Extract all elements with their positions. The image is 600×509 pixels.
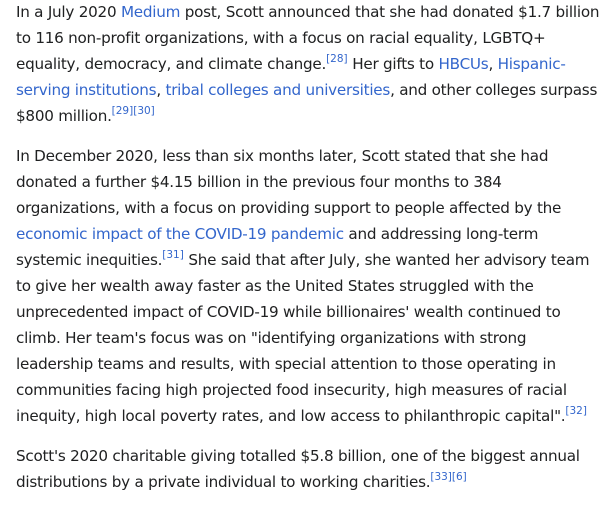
text-segment: ,	[156, 81, 166, 99]
text-segment: Scott's 2020 charitable giving totalled $5.8 billion, one of the biggest annual distributions by a private individual to working charities.	[16, 447, 580, 491]
citation-link-31[interactable]: [31]	[162, 248, 184, 261]
paragraph-july-2020	[16, 0, 600, 129]
citation-link-29[interactable]: [29]	[111, 104, 134, 117]
text-segment: post, Scott announced that she had donated $1.7 billion to 116 non-profit organizations, with a focus on racial equality, LGBTQ+ equality, democracy, and climate change.	[16, 3, 600, 73]
citation-29	[112, 105, 134, 117]
citation-link-32[interactable]: [32]	[565, 404, 587, 417]
citation-30	[133, 105, 155, 117]
text-segment: ,	[488, 55, 498, 73]
citation-33	[430, 471, 452, 483]
text-segment: In a July 2020	[16, 3, 121, 21]
citation-6	[452, 471, 467, 483]
text-segment: In December 2020, less than six months later, Scott stated that she had donated a further $4.15 billion in the previous four months to 384 organizations, with a focus on providing support to people affected by the	[16, 147, 562, 217]
link-hbcus[interactable]: HBCUs	[438, 55, 489, 73]
citation-link-28[interactable]: [28]	[326, 52, 348, 65]
link-hispanic-serving-institutions[interactable]: Hispanic-serving institutions	[16, 55, 566, 99]
citation-link-33[interactable]: [33]	[430, 470, 452, 483]
text-segment: , and other colleges surpass $800 million.	[16, 81, 598, 125]
citation-31	[162, 249, 184, 261]
text-segment: She said that after July, she wanted her advisory team to give her wealth away faster as the United States struggled with the unprecedented impact of COVID-19 while billionaires' wealth continued to climb. Her team's focus was on "identifying organizations with strong leadership teams and results, with special attention to those operating in communities facing high projected food insecurity, high measures of racial inequity, high local poverty rates, and low access to philanthropic capital".	[16, 251, 590, 425]
link-medium[interactable]: Medium	[120, 3, 181, 21]
link-covid-economic-impact[interactable]: economic impact of the COVID-19 pandemic	[16, 225, 344, 243]
citation-link-6[interactable]: [6]	[451, 470, 467, 483]
citation-link-30[interactable]: [30]	[133, 104, 155, 117]
text-segment: Her gifts to	[347, 55, 439, 73]
paragraph-2020-giving-total	[16, 443, 600, 495]
text-segment: and addressing long-term systemic inequities.	[16, 225, 539, 269]
citation-32	[565, 405, 587, 417]
citation-28	[326, 53, 348, 65]
paragraph-december-2020	[16, 143, 600, 429]
link-tribal-colleges[interactable]: tribal colleges and universities	[165, 81, 391, 99]
